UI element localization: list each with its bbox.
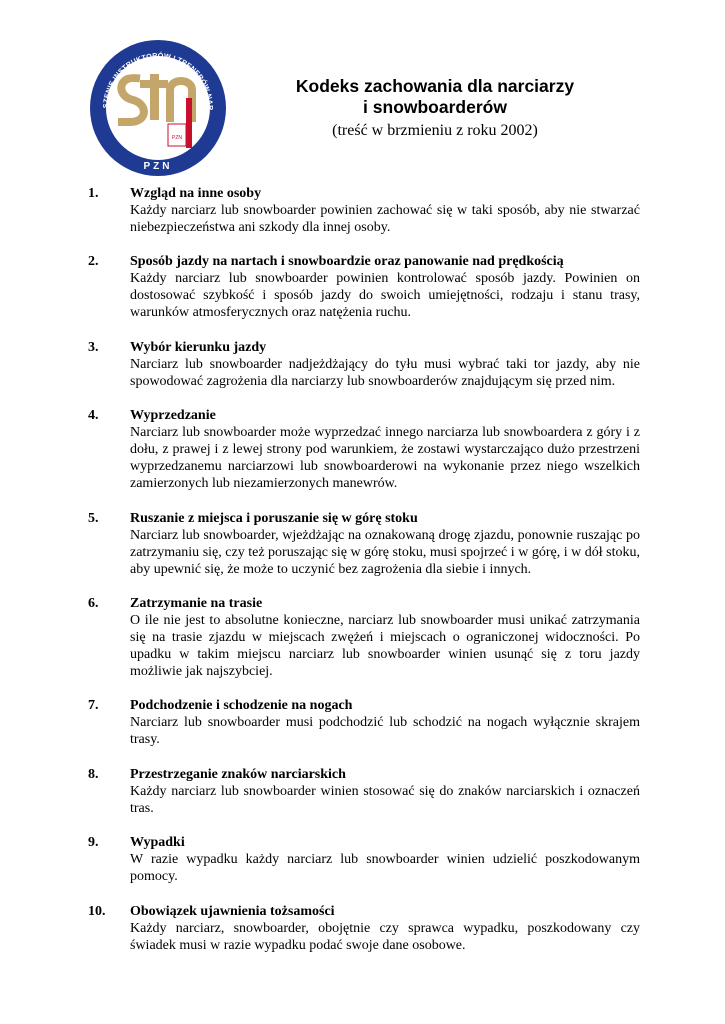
- rule-title: Przestrzeganie znaków narciarskich: [130, 766, 346, 782]
- page-title: [250, 76, 620, 118]
- rule-text: Każdy narciarz lub snowboarder powinien zachować się w taki sposób, aby nie stwarzać niebezpieczeństwa ani szkody dla innej osoby.: [130, 203, 640, 235]
- logo-bottom-text: PZN: [143, 161, 173, 172]
- rule-item: [88, 903, 640, 954]
- rule-title: Podchodzenie i schodzenie na nogach: [130, 698, 353, 714]
- page-subtitle: (treść w brzmieniu z roku 2002): [332, 122, 538, 139]
- rule-number: 4.: [88, 408, 99, 424]
- rule-item: [88, 510, 640, 578]
- rule-text: Narciarz lub snowboarder musi podchodzić lub schodzić na nogach wyłącznie skrajem trasy.: [130, 715, 640, 748]
- logo-ring-text: SZENIE INSTRUKTORÓW I TRENERÓW NAR: [100, 50, 216, 111]
- rule-title: Ruszanie z miejsca i poruszanie się w górę stoku: [130, 510, 418, 526]
- rule-item: [88, 595, 640, 680]
- rule-text: Każdy narciarz, snowboarder, obojętnie czy sprawca wypadku, poszkodowany czy świadek musi w razie wypadku podać swoje dane osobowe.: [130, 920, 640, 953]
- rule-number: 2.: [88, 254, 99, 270]
- title-line-2: i snowboarderów: [363, 97, 507, 117]
- rule-title: Sposób jazdy na nartach i snowboardzie oraz panowanie nad prędkością: [130, 254, 564, 270]
- rule-number: 8.: [88, 766, 99, 782]
- rule-item: [88, 407, 640, 492]
- rule-number: 1.: [88, 186, 99, 201]
- rule-item: [88, 697, 640, 748]
- rule-title: Wypadki: [130, 835, 185, 851]
- association-logo: [88, 38, 228, 178]
- rule-title: Obowiązek ujawnienia tożsamości: [130, 903, 335, 919]
- rule-number: 6.: [88, 595, 99, 611]
- rule-text: Każdy narciarz lub snowboarder powinien kontrolować sposób jazdy. Powinien on dostosować szybkość i sposób jazdy do swoich umiejętności, rodzaju i stanu trasy, warunków atmosferycznych oraz natężenia ruchu.: [130, 271, 640, 321]
- rule-title: Wybór kierunku jazdy: [130, 339, 267, 355]
- rule-number: 5.: [88, 510, 99, 526]
- rule-item: [88, 766, 640, 817]
- rule-text: Narciarz lub snowboarder, wjeżdżając na oznakowaną drogę zjazdu, ponownie ruszając po zatrzymaniu się, czy też poruszając się w górę stoku, musi spojrzeć i w górę, i w dół stoku, aby upewnić się, że może to uczynić bez zagrożenia dla siebie i innych.: [130, 527, 640, 577]
- rule-number: 10.: [88, 903, 106, 919]
- rule-number: 3.: [88, 339, 99, 355]
- association-logo-graphic: [88, 38, 228, 178]
- rule-title: Zatrzymanie na trasie: [130, 595, 263, 611]
- rule-number: 9.: [88, 835, 99, 851]
- rule-item: [88, 339, 640, 390]
- rule-text: Narciarz lub snowboarder może wyprzedzać innego narciarza lub snowboardera z góry i z dołu, z prawej i z lewej strony pod warunkiem, że zostawi wystarczająco dużo przestrzeni wyprzedzanemu narciarzowi lub snowboarderowi na wykonanie przez niego wszelkich zamierzonych lub niezamierzonych manewrów.: [130, 425, 640, 492]
- rule-title: Wyprzedzanie: [130, 408, 216, 424]
- rule-item: [88, 834, 640, 885]
- rule-text: W razie wypadku każdy narciarz lub snowboarder winien udzielić poszkodowanym pomocy.: [130, 852, 640, 885]
- rule-item: [88, 253, 640, 321]
- rule-title: Wzgląd na inne osoby: [130, 186, 262, 201]
- rule-text: O ile nie jest to absolutne konieczne, narciarz lub snowboarder musi unikać zatrzymania się na trasie zjazdu w miejscach zwężeń i miejscach o ograniczonej widoczności. Po upadku w takim miejscu narciarz lub snowboarder winien usunąć się z toru jazdy możliwie jak najszybciej.: [130, 612, 640, 679]
- logo-badge-text: PZN: [172, 135, 182, 141]
- rule-text: Każdy narciarz lub snowboarder winien stosować się do znaków narciarskich i oznaczeń tras.: [130, 783, 640, 816]
- code-rules-list: [88, 185, 640, 971]
- title-line-1: Kodeks zachowania dla narciarzy: [295, 76, 575, 96]
- rule-text: Narciarz lub snowboarder nadjeżdżający do tyłu musi wybrać taki tor jazdy, aby nie spowodować zagrożenia dla narciarzy lub snowboarderów znajdującym się przed nim.: [130, 356, 640, 389]
- rule-item: [88, 185, 640, 236]
- rule-number: 7.: [88, 698, 99, 714]
